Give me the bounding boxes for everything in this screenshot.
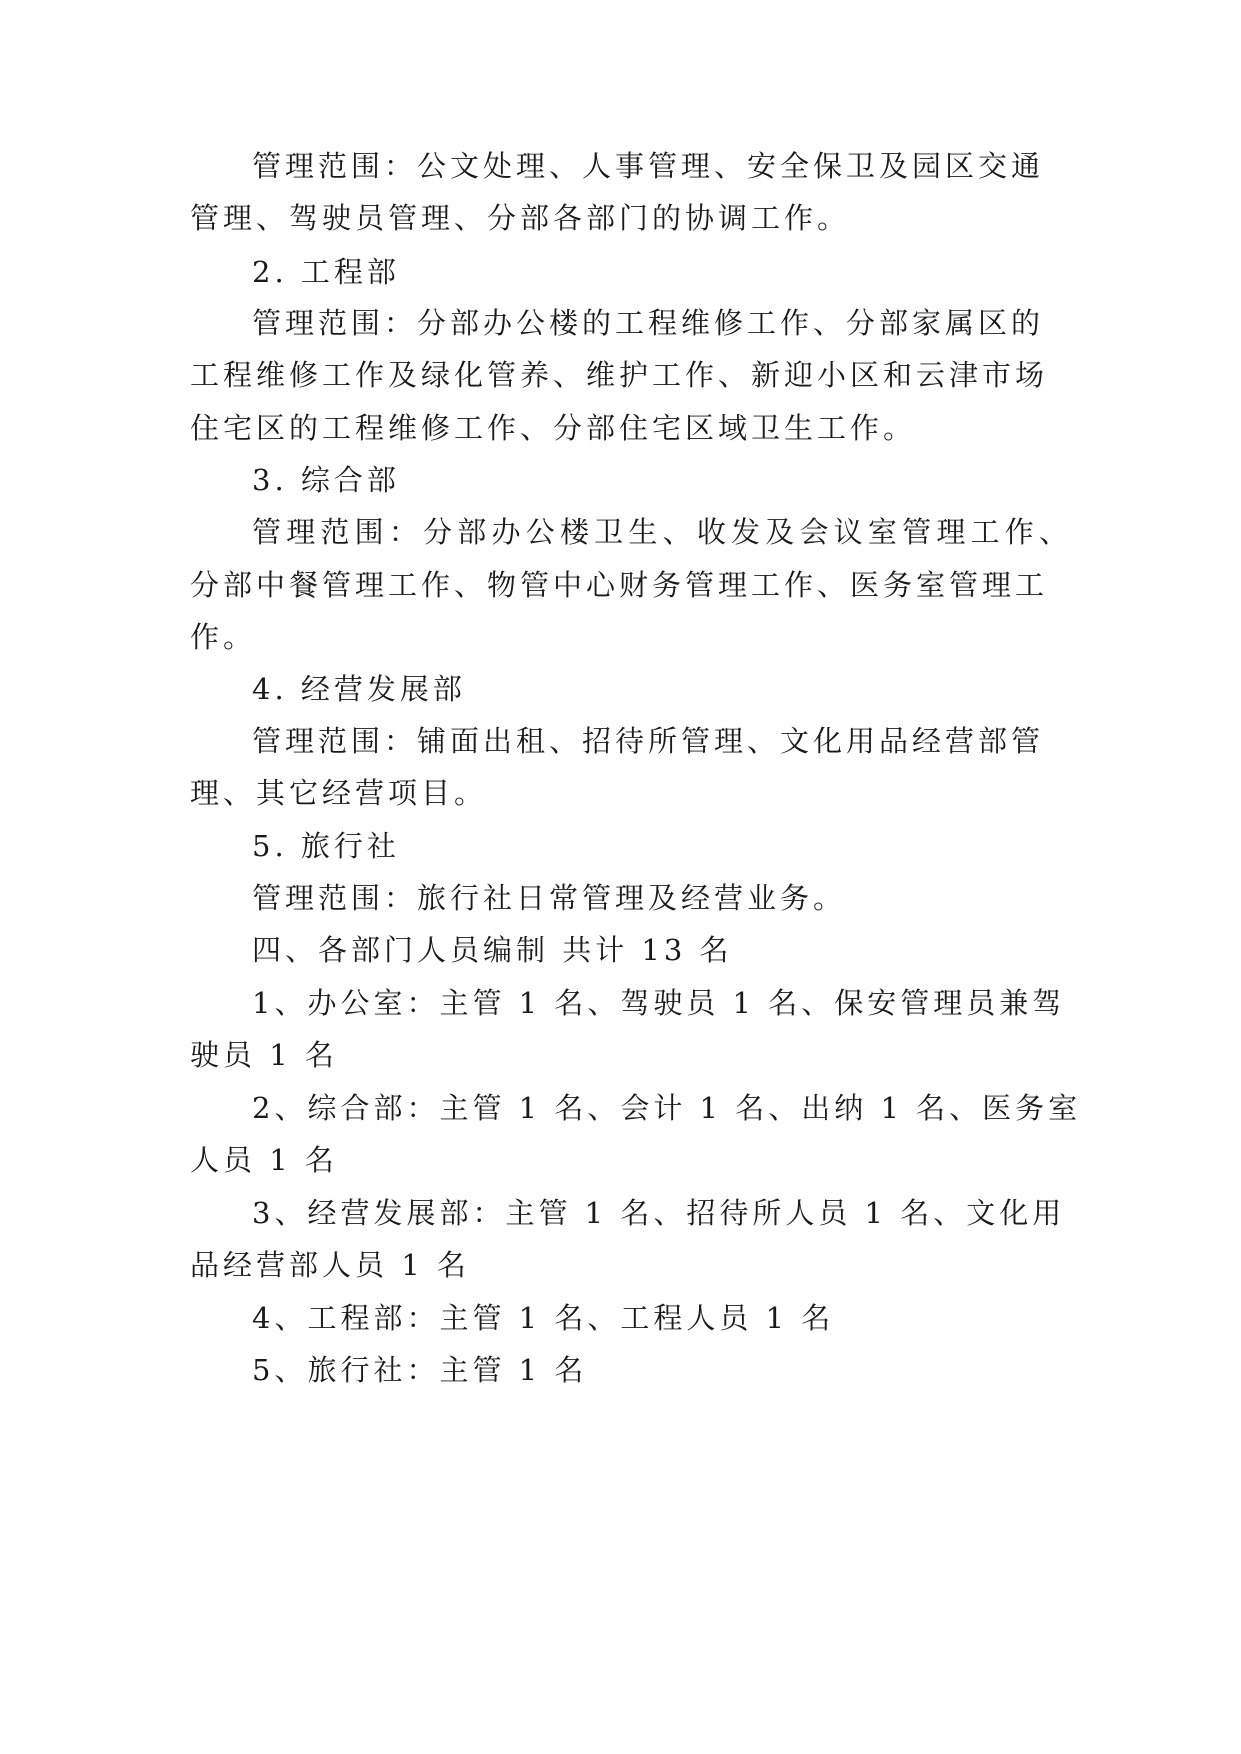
general-scope-line-3: 作。 <box>190 620 257 654</box>
general-scope-line-1: 管理范围：分部办公楼卫生、收发及会议室管理工作、 <box>252 515 1072 549</box>
staffing-engineering-line: 4、工程部：主管 1 名、工程人员 1 名 <box>252 1301 835 1335</box>
staffing-office-line-2: 驶员 1 名 <box>190 1038 338 1072</box>
staffing-business-line-2: 品经营部人员 1 名 <box>190 1248 470 1282</box>
general-heading: 3. 综合部 <box>252 463 400 497</box>
staffing-business-line-1: 3、经营发展部：主管 1 名、招待所人员 1 名、文化用 <box>252 1196 1066 1230</box>
business-scope-line-2: 理、其它经营项目。 <box>190 776 488 810</box>
business-scope-line-1: 管理范围：铺面出租、招待所管理、文化用品经营部管 <box>252 724 1045 758</box>
travel-scope-line-1: 管理范围：旅行社日常管理及经营业务。 <box>252 881 847 915</box>
engineering-scope-line-1: 管理范围：分部办公楼的工程维修工作、分部家属区的 <box>252 306 1045 340</box>
staffing-general-line-2: 人员 1 名 <box>190 1143 338 1177</box>
office-scope-line-2: 管理、驾驶员管理、分部各部门的协调工作。 <box>190 201 851 235</box>
general-scope-line-2: 分部中餐管理工作、物管中心财务管理工作、医务室管理工 <box>190 568 1049 602</box>
engineering-scope-line-2: 工程维修工作及绿化管养、维护工作、新迎小区和云津市场 <box>190 358 1049 392</box>
staffing-heading: 四、各部门人员编制 共计 13 名 <box>252 933 733 967</box>
engineering-scope-line-3: 住宅区的工程维修工作、分部住宅区域卫生工作。 <box>190 411 917 445</box>
staffing-general-line-1: 2、综合部：主管 1 名、会计 1 名、出纳 1 名、医务室 <box>252 1091 1082 1125</box>
travel-heading: 5. 旅行社 <box>252 829 400 863</box>
staffing-travel-line: 5、旅行社：主管 1 名 <box>252 1353 588 1387</box>
engineering-heading: 2. 工程部 <box>252 255 400 289</box>
staffing-office-line-1: 1、办公室：主管 1 名、驾驶员 1 名、保安管理员兼驾 <box>252 986 1066 1020</box>
business-heading: 4. 经营发展部 <box>252 672 466 706</box>
office-scope-line-1: 管理范围：公文处理、人事管理、安全保卫及园区交通 <box>252 149 1045 183</box>
